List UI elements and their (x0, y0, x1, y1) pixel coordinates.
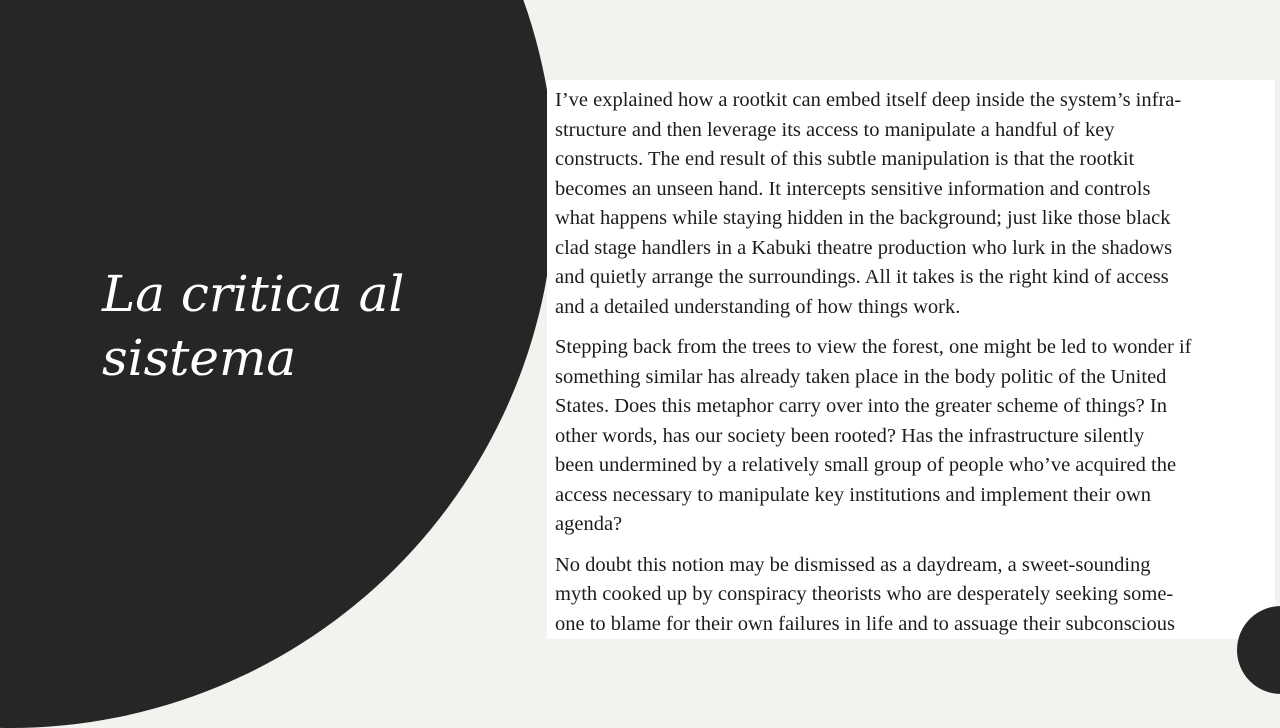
excerpt-line: other words, has our society been rooted? Has the infrastructure silently (555, 424, 1145, 447)
excerpt-line: clad stage handlers in a Kabuki theatre production who lurk in the shadows (555, 236, 1173, 259)
book-excerpt-image (547, 80, 1275, 639)
excerpt-line: structure and then leverage its access to manipulate a handful of key (555, 118, 1115, 141)
excerpt-line: what happens while staying hidden in the background; just like those black (555, 207, 1171, 229)
excerpt-line: something similar has already taken place in the body politic of the United (555, 365, 1167, 388)
excerpt-line: been undermined by a relatively small group of people who’ve acquired the (555, 454, 1177, 476)
excerpt-line: becomes an unseen hand. It intercepts sensitive information and controls (555, 177, 1151, 200)
excerpt-line: Stepping back from the trees to view the forest, one might be led to wonder if (555, 336, 1192, 358)
excerpt-paragraph (555, 333, 1267, 540)
excerpt-line: No doubt this notion may be dismissed as a daydream, a sweet-sounding (555, 553, 1151, 576)
excerpt-line: myth cooked up by conspiracy theorists who are desperately seeking some- (555, 583, 1174, 605)
excerpt-line: I’ve explained how a rootkit can embed itself deep inside the system’s infra- (555, 89, 1182, 111)
excerpt-line: and a detailed understanding of how things work. (555, 295, 961, 318)
slide-title: La critica al sistema (102, 265, 405, 387)
excerpt-line: States. Does this metaphor carry over into the greater scheme of things? In (555, 395, 1167, 417)
excerpt-paragraph (555, 551, 1267, 640)
excerpt-line: agenda? (555, 513, 623, 535)
excerpt-line: one to blame for their own failures in life and to assuage their subconscious (555, 612, 1175, 635)
excerpt-line: access necessary to manipulate key institutions and implement their own (555, 483, 1152, 506)
excerpt-line: constructs. The end result of this subtle manipulation is that the rootkit (555, 148, 1135, 170)
excerpt-line: and quietly arrange the surroundings. All it takes is the right kind of access (555, 266, 1169, 288)
excerpt-paragraph (555, 86, 1267, 322)
